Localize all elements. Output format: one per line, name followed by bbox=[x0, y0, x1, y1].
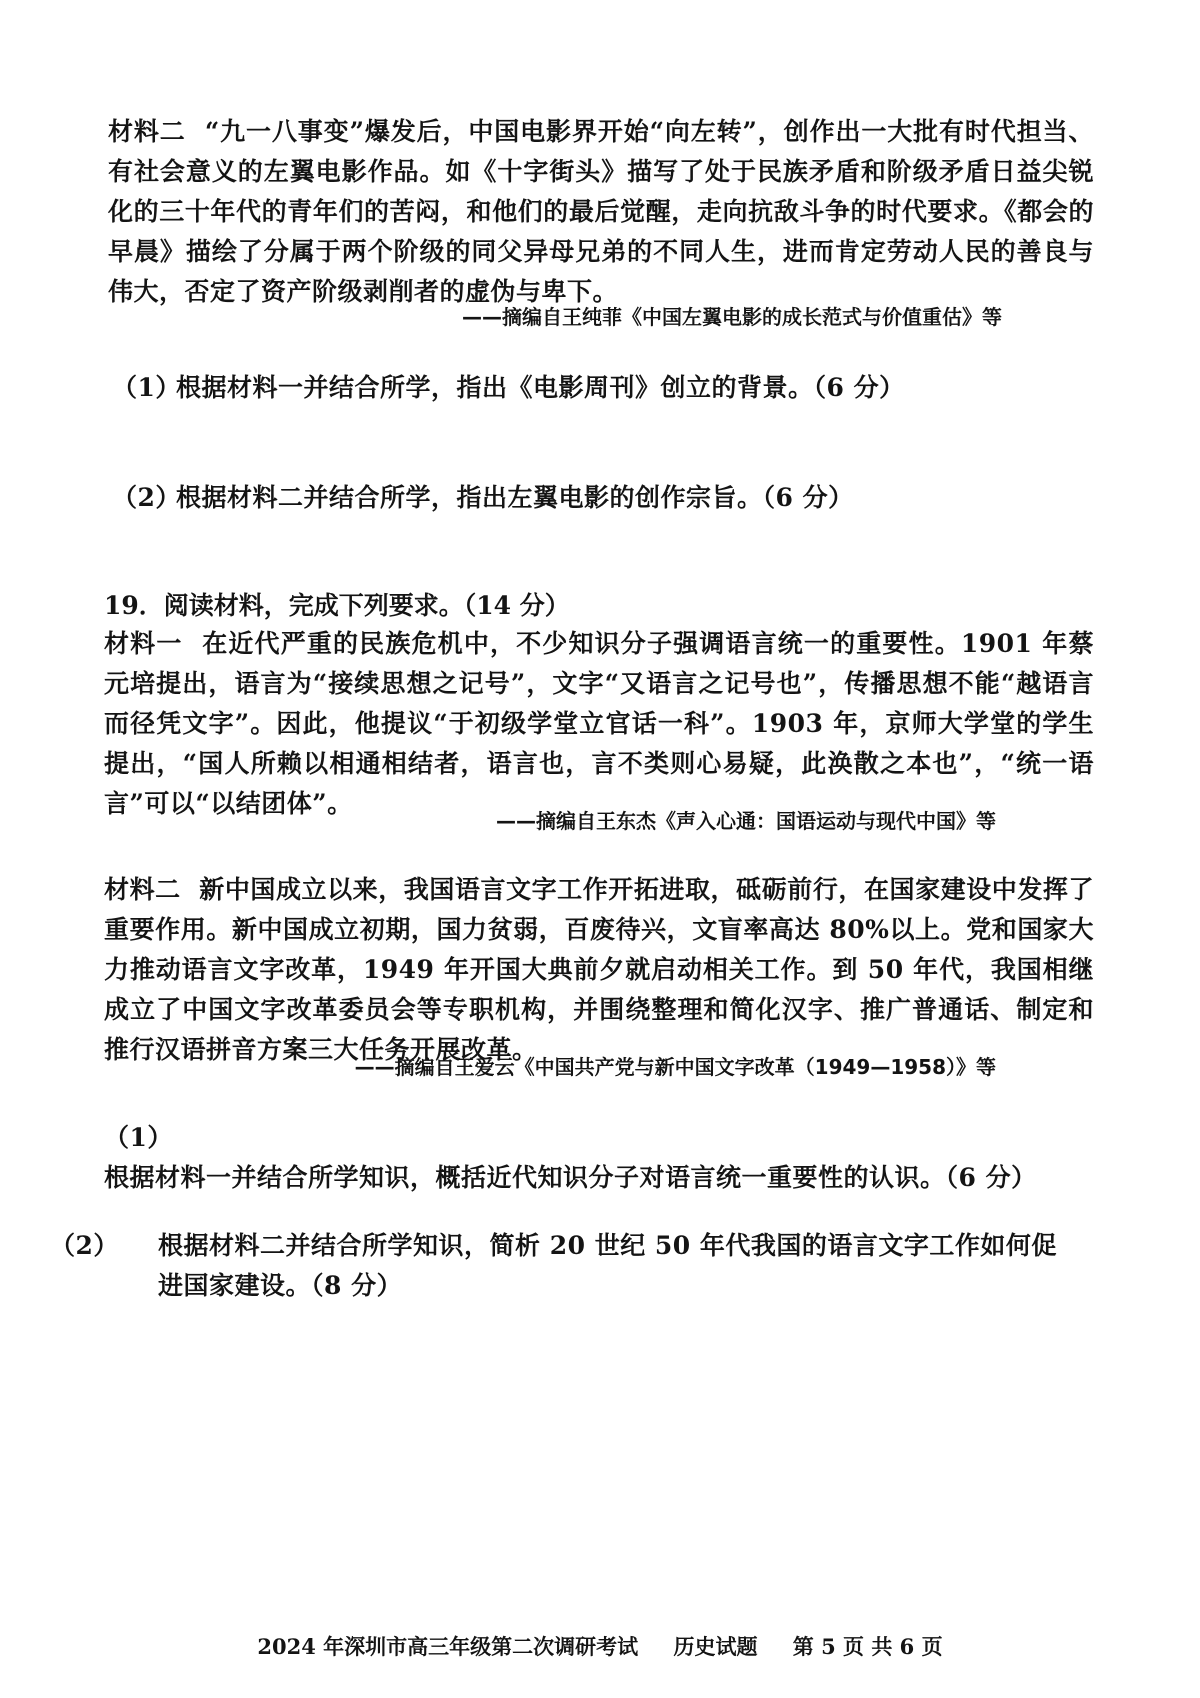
q18-question-2-num: （2） bbox=[112, 483, 181, 512]
q19-question-2 bbox=[50, 1226, 1058, 1306]
q18-material2-tag: 材料二 bbox=[108, 117, 186, 146]
footer-subject: 历史试题 bbox=[673, 1634, 758, 1659]
q19-material2-text: 新中国成立以来，我国语言文字工作开拓进取，砥砺前行，在国家建设中发挥了重要作用。新中国成立初期，国力贫弱，百废待兴，文盲率高达 80%以上。党和国家大力推动语言文字改革，1949 年开国大典前夕就启动相关工作。到 50 年代，我国相继成立了中国文字改革委员会等专职机构，并围绕整理和简化汉字、推广普通话、制定和推行汉语拼音方案三大任务开展改革。 bbox=[104, 875, 1094, 1064]
q19-material2-source: ——摘编自王爱云《中国共产党与新中国文字改革（1949—1958）》等 bbox=[354, 1055, 996, 1079]
q19-question-1-text: 根据材料一并结合所学知识，概括近代知识分子对语言统一重要性的认识。（6 分） bbox=[104, 1163, 1037, 1192]
q18-material2-paragraph bbox=[108, 112, 1094, 312]
q19-question-2-num: （2） bbox=[50, 1231, 119, 1260]
q18-question-1-text: 根据材料一并结合所学，指出《电影周刊》创立的背景。（6 分） bbox=[176, 373, 905, 402]
q19-question-2-text: 根据材料二并结合所学知识，简析 20 世纪 50 年代我国的语言文字工作如何促进国家建设。（8 分） bbox=[158, 1231, 1057, 1300]
q19-material1-text: 在近代严重的民族危机中，不少知识分子强调语言统一的重要性。1901 年蔡元培提出，语言为“接续思想之记号”，文字“又语言之记号也”，传播思想不能“越语言而径凭文字”。因此，他提议“于初级学堂立官话一科”。1903 年，京师大学堂的学生提出，“国人所赖以相通相结者，语言也，言不类则心易疑，此涣散之本也”，“统一语言”可以“以结团体”。 bbox=[104, 629, 1094, 818]
q19-question-1-num: （1） bbox=[104, 1123, 173, 1152]
page-footer bbox=[0, 1632, 1200, 1662]
q19-header: 19．阅读材料，完成下列要求。（14 分） bbox=[104, 591, 570, 620]
q19-material1-tag: 材料一 bbox=[104, 629, 183, 658]
q18-question-2 bbox=[112, 478, 1092, 518]
q19-material1-source: ——摘编自王东杰《声入心通：国语运动与现代中国》等 bbox=[496, 809, 996, 833]
q19-material2-tag: 材料二 bbox=[104, 875, 181, 904]
q19-material1-paragraph bbox=[104, 624, 1094, 824]
q18-question-1-num: （1） bbox=[112, 373, 181, 402]
q19-question-1 bbox=[104, 1118, 1094, 1198]
q18-material2-source: ——摘编自王纯菲《中国左翼电影的成长范式与价值重估》等 bbox=[462, 305, 1002, 329]
q18-question-2-text: 根据材料二并结合所学，指出左翼电影的创作宗旨。（6 分） bbox=[176, 483, 854, 512]
footer-exam-title: 2024 年深圳市高三年级第二次调研考试 bbox=[257, 1634, 639, 1659]
q18-material2-text: “九一八事变”爆发后，中国电影界开始“向左转”，创作出一大批有时代担当、有社会意义的左翼电影作品。如《十字街头》描写了处于民族矛盾和阶级矛盾日益尖锐化的三十年代的青年们的苦闷，和他们的最后觉醒，走向抗敌斗争的时代要求。《都会的早晨》描绘了分属于两个阶级的同父异母兄弟的不同人生，进而肯定劳动人民的善良与伟大，否定了资产阶级剥削者的虚伪与卑下。 bbox=[108, 117, 1094, 306]
footer-page-number: 第 5 页 共 6 页 bbox=[792, 1634, 943, 1659]
q18-question-1 bbox=[112, 368, 1092, 408]
q19-material2-paragraph bbox=[104, 870, 1094, 1070]
